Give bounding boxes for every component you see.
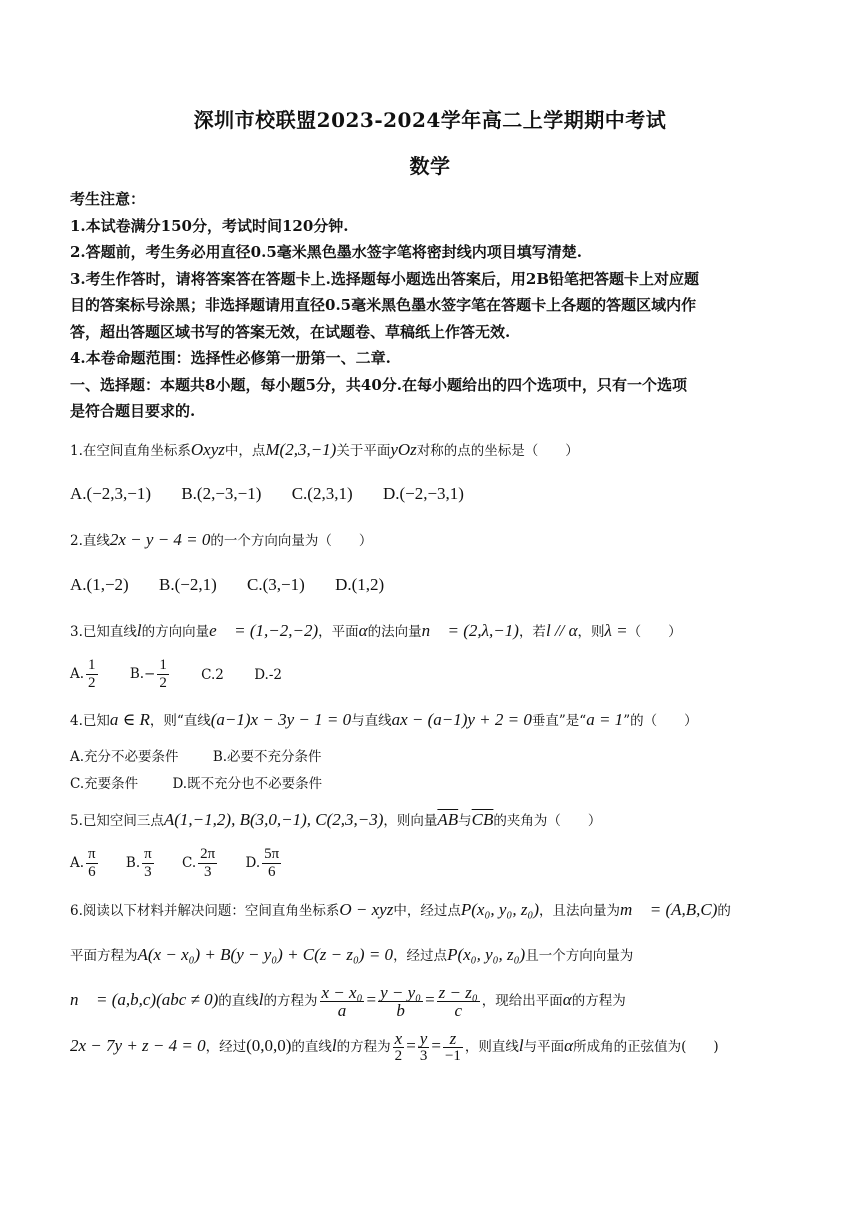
option-c: C.(2,3,1) bbox=[291, 484, 353, 503]
question-4: 4.已知a ∈ R，则“直线(a−1)x − 3y − 1 = 0与直线ax − (a−1)y + 2 = 0垂直”是“a = 1”的（ ） bbox=[70, 710, 698, 729]
exam-title: 深圳市校联盟2023-2024学年高二上学期期中考试 bbox=[193, 108, 667, 132]
option-a: A.充分不必要条件 bbox=[70, 749, 179, 765]
option-b: B.− $\frac{1}{2}$ bbox=[129, 657, 167, 691]
exam-subject: 数学 bbox=[409, 154, 451, 178]
notice-block bbox=[70, 186, 798, 425]
notice-item: 3.考生作答时，请将答案答在答题卡上.选择题每小题选出答案后，用2B铅笔把答题卡上对应题 bbox=[70, 269, 700, 288]
notice-item: 目的答案标号涂黑；非选择题请用直径0.5毫米黑色墨水签字笔在答题卡上各题的答题区域内作 bbox=[70, 296, 697, 314]
section-heading: 一、选择题：本题共8小题，每小题5分，共40分.在每小题给出的四个选项中，只有一个选项 bbox=[70, 375, 687, 394]
option-b: B. $\frac{\pi}{3}$ bbox=[125, 846, 152, 880]
question-1-options bbox=[70, 484, 490, 505]
option-a: A.(−2,3,−1) bbox=[70, 484, 152, 503]
question-2-options bbox=[70, 575, 410, 596]
question-2: 2.直线2x − y − 4 = 0的一个方向向量为（ ） bbox=[70, 530, 373, 549]
notice-item: 1.本试卷满分150分，考试时间120分钟. bbox=[70, 216, 349, 235]
option-a: A. $\frac{\pi}{6}$ bbox=[70, 846, 96, 880]
notice-heading: 考生注意： bbox=[70, 190, 146, 208]
question-6-line-3: n⃗ = (a,b,c)(abc ≠ 0)的直线l的方程为 $\frac{\text{x − x₀}}{a}$ = $\frac{\text{y − y₀}}{b}$ = $\frac{\text{z − z₀}}{c}$ ，现给出平面α的方程为 bbox=[70, 983, 626, 1020]
question-3-options bbox=[70, 657, 308, 692]
question-3: 3.已知直线l的方向向量e⃗ = (1,−2,−2)，平面α的法向量n⃗ = (2,λ,−1)，若l // α，则λ =（ ） bbox=[70, 621, 682, 640]
question-4-options-row1 bbox=[70, 747, 348, 767]
option-d: D.-2 bbox=[254, 666, 282, 683]
option-c: C.2 bbox=[201, 666, 224, 683]
section-heading-cont: 是符合题目要求的. bbox=[70, 402, 196, 420]
option-c: C.充要条件 bbox=[70, 776, 139, 792]
question-4-options-row2 bbox=[70, 774, 348, 794]
option-d: D.既不充分也不必要条件 bbox=[172, 776, 323, 792]
question-6-line-4: 2x − 7y + z − 4 = 0，经过(0,0,0)的直线l的方程为 $\frac{x}{2}$ = $\frac{y}{3}$ = $\frac{z}{-1}$ ，则直线l与平面α所成角的正弦值为( ) bbox=[70, 1029, 719, 1064]
option-d: D. $\frac{5\pi}{6}$ bbox=[245, 846, 280, 880]
question-1: 1.在空间直角坐标系Oxyz中，点M(2,3,−1)关于平面yOz对称的点的坐标是（ ） bbox=[70, 440, 579, 459]
notice-item: 4.本卷命题范围：选择性必修第一册第一、二章. bbox=[70, 349, 391, 367]
question-6-line-2: 平面方程为A(x − x₀) + B(y − y₀) + C(z − z₀) = 0，经过点P(x₀, y₀, z₀)且一个方向向量为 bbox=[70, 945, 634, 964]
notice-item: 答，超出答题区域书写的答案无效，在试题卷、草稿纸上作答无效. bbox=[70, 322, 511, 341]
option-b: B.(2,−3,−1) bbox=[181, 484, 262, 503]
option-c: C. $\frac{2\pi}{3}$ bbox=[182, 846, 216, 880]
question-5-options bbox=[70, 846, 309, 881]
vector-cb: $\overline{CB}$ bbox=[471, 810, 494, 829]
option-b: B.必要不充分条件 bbox=[212, 749, 322, 765]
option-a: A. $\frac{1}{2}$ bbox=[70, 657, 96, 691]
notice-item: 2.答题前，考生务必用直径0.5毫米黑色墨水签字笔将密封线内项目填写清楚. bbox=[70, 243, 582, 261]
question-6-line-1: 6.阅读以下材料并解决问题：空间直角坐标系O − xyz中，经过点P(x₀, y₀, z₀)，且法向量为m⃗ = (A,B,C)的 bbox=[70, 900, 731, 919]
option-a: A.(1,−2) bbox=[70, 575, 129, 594]
option-c: C.(3,−1) bbox=[247, 575, 305, 594]
option-d: D.(−2,−3,1) bbox=[382, 484, 464, 503]
option-b: B.(−2,1) bbox=[158, 575, 217, 594]
option-d: D.(1,2) bbox=[335, 575, 385, 594]
vector-ab: $\overline{AB}$ bbox=[437, 810, 459, 829]
question-5: 5.已知空间三点A(1,−1,2), B(3,0,−1), C(2,3,−3)，则向量$\overline{AB}$与$\overline{CB}$的夹角为（ ） bbox=[70, 810, 602, 829]
